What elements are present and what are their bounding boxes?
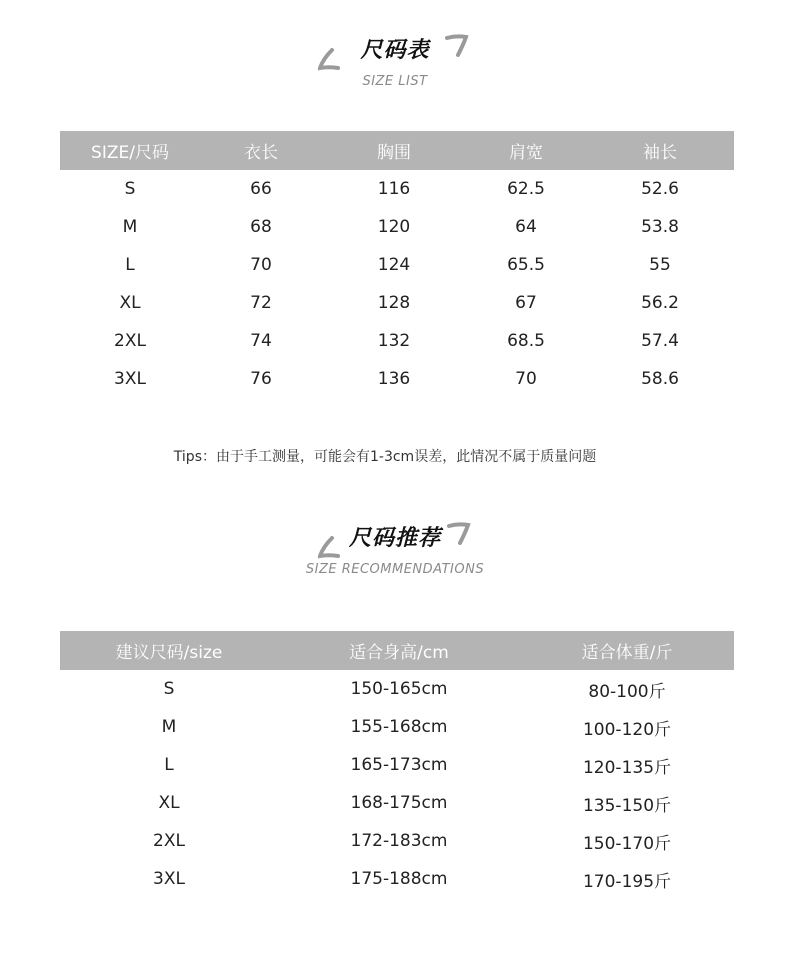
table-cell: L — [164, 755, 174, 775]
table-cell: 68.5 — [507, 331, 545, 351]
table-cell: 65.5 — [507, 255, 545, 275]
header-cell: 适合身高/cm — [349, 643, 449, 663]
table-cell: 2XL — [114, 331, 146, 351]
table-row — [60, 708, 734, 746]
recommend-title: 尺码推荐 — [348, 526, 441, 551]
recommend-subtitle: SIZE RECOMMENDATIONS — [305, 562, 485, 577]
size-table — [60, 131, 734, 398]
table-cell: 136 — [377, 369, 411, 389]
table-cell: 76 — [250, 369, 272, 389]
table-cell: 53.8 — [641, 217, 679, 237]
table-cell: 124 — [377, 255, 411, 275]
table-row — [60, 860, 734, 898]
table-row — [60, 322, 734, 360]
size-list-header — [0, 36, 790, 106]
header-cell: 适合体重/斤 — [581, 643, 673, 663]
recommend-table-header — [60, 631, 734, 670]
table-cell: 132 — [377, 331, 411, 351]
table-cell: 120 — [377, 217, 411, 237]
measurement-tips: Tips：由于手工测量，可能会有1-3cm误差，此情况不属于质量问题 — [173, 449, 597, 465]
table-cell: 58.6 — [641, 369, 679, 389]
swoosh-right-icon — [446, 522, 474, 546]
table-row — [60, 670, 734, 708]
table-cell: M — [122, 217, 138, 237]
table-cell: 66 — [250, 179, 272, 199]
header-cell: 肩宽 — [509, 143, 543, 163]
table-cell: 67 — [515, 293, 537, 313]
table-cell: 135-150斤 — [582, 795, 672, 816]
table-cell: 52.6 — [641, 179, 679, 199]
table-cell: 62.5 — [507, 179, 545, 199]
recommend-table — [60, 631, 734, 898]
table-cell: 170-195斤 — [582, 871, 672, 892]
header-cell: SIZE/尺码 — [91, 143, 169, 163]
table-row — [60, 246, 734, 284]
table-cell: 70 — [515, 369, 537, 389]
header-cell: 袖长 — [643, 143, 677, 163]
header-cell: 建议尺码/size — [115, 643, 223, 663]
table-cell: 64 — [515, 217, 537, 237]
header-cell: 衣长 — [244, 143, 278, 163]
table-cell: 68 — [250, 217, 272, 237]
table-row — [60, 746, 734, 784]
table-cell: 120-135斤 — [582, 757, 672, 778]
table-row — [60, 822, 734, 860]
table-cell: 165-173cm — [350, 755, 448, 775]
table-cell: 55 — [649, 255, 671, 275]
size-table-header — [60, 131, 734, 170]
table-cell: 57.4 — [641, 331, 679, 351]
table-cell: S — [163, 679, 175, 699]
table-row — [60, 170, 734, 208]
table-cell: XL — [119, 293, 141, 313]
recommend-header — [0, 524, 790, 594]
table-cell: S — [124, 179, 136, 199]
table-cell: L — [125, 255, 135, 275]
table-cell: 116 — [377, 179, 411, 199]
table-cell: 150-170斤 — [582, 833, 672, 854]
table-cell: 74 — [250, 331, 272, 351]
table-cell: 150-165cm — [350, 679, 448, 699]
size-list-title: 尺码表 — [360, 38, 430, 63]
table-row — [60, 360, 734, 398]
table-row — [60, 208, 734, 246]
table-cell: 168-175cm — [350, 793, 448, 813]
table-cell: 3XL — [114, 369, 146, 389]
table-cell: 175-188cm — [350, 869, 448, 889]
table-cell: 2XL — [153, 831, 185, 851]
swoosh-right-icon — [444, 34, 472, 58]
table-cell: 100-120斤 — [582, 719, 672, 740]
header-cell: 胸围 — [377, 143, 411, 163]
table-cell: 155-168cm — [350, 717, 448, 737]
table-cell: 70 — [250, 255, 272, 275]
table-row — [60, 784, 734, 822]
table-cell: M — [161, 717, 177, 737]
table-cell: XL — [158, 793, 180, 813]
table-cell: 72 — [250, 293, 272, 313]
table-cell: 3XL — [153, 869, 185, 889]
table-cell: 172-183cm — [350, 831, 448, 851]
table-cell: 80-100斤 — [588, 681, 666, 702]
table-cell: 128 — [377, 293, 411, 313]
size-list-subtitle: SIZE LIST — [362, 74, 428, 89]
table-row — [60, 284, 734, 322]
table-cell: 56.2 — [641, 293, 679, 313]
